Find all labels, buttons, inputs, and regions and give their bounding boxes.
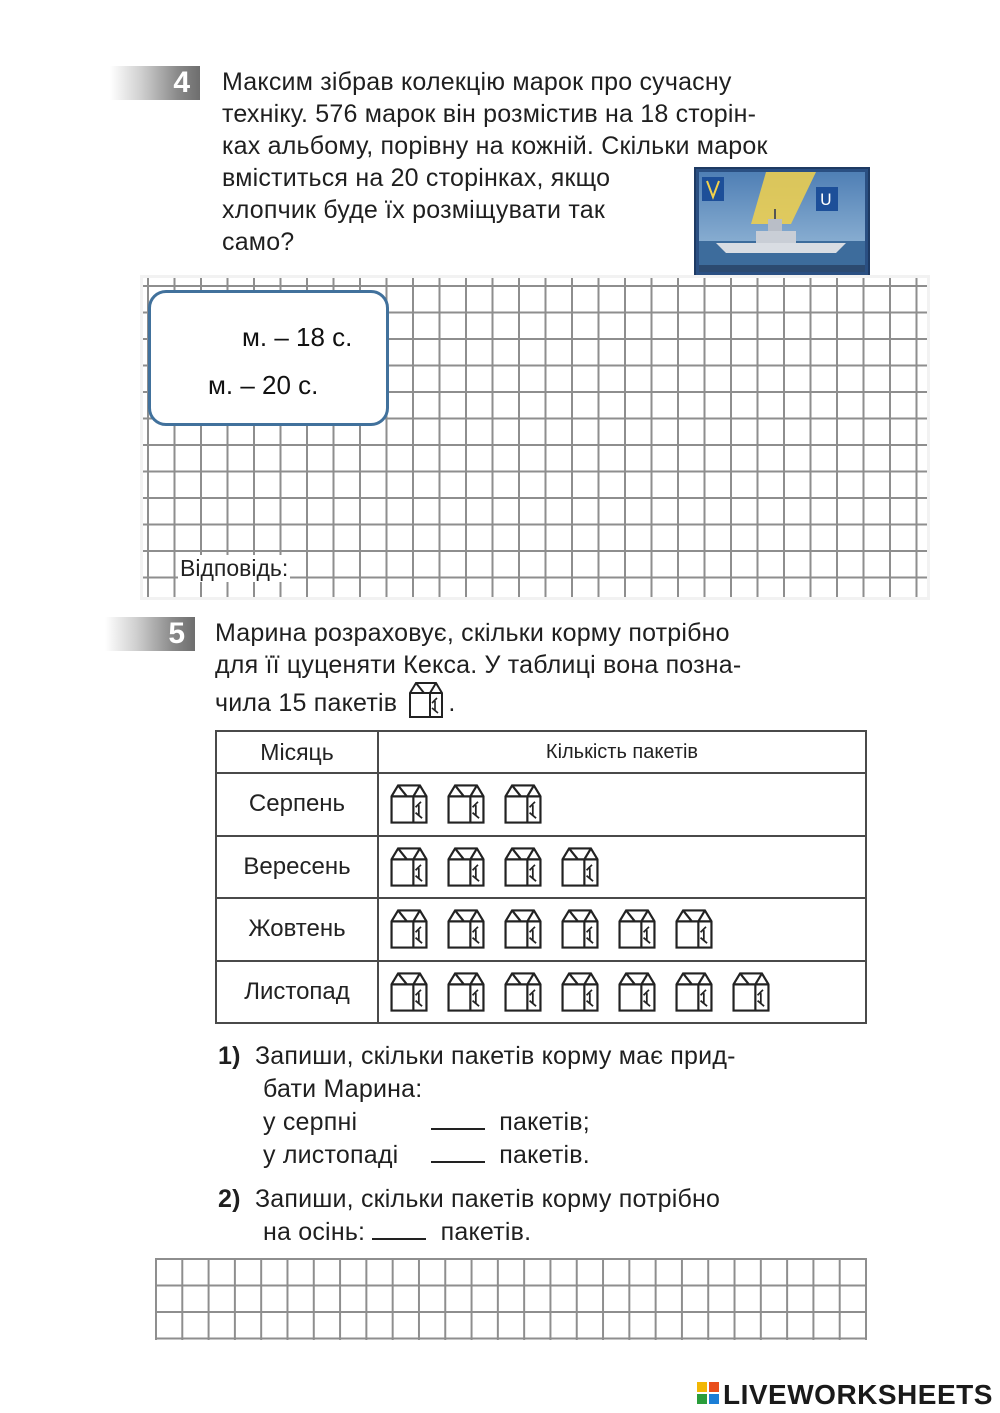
logo-text: LIVEWORKSHEETS: [723, 1379, 993, 1410]
food-pack-icon: [556, 970, 604, 1014]
packs-cell: [378, 836, 866, 899]
task-4-note-box: [148, 290, 389, 426]
task-5-line-end: .: [448, 689, 456, 717]
task-5-line-3: [215, 681, 741, 719]
row-a-label: у серпні: [263, 1108, 358, 1136]
task-4-number: 4: [173, 66, 190, 99]
food-pack-icon: [499, 970, 547, 1014]
task-4-line: техніку. 576 марок він розмістив на 18 сторін-: [222, 100, 757, 128]
question-2-line-1: [218, 1183, 720, 1216]
question-2-line-2: [218, 1216, 720, 1249]
task-4-badge: [110, 66, 200, 100]
table-header-row: [216, 731, 866, 773]
task-4-note-line-2: м. – 20 с.: [208, 370, 319, 400]
task-4-line: ках альбому, порівну на кожній. Скільки марок: [222, 132, 768, 160]
packs-cell: [378, 898, 866, 961]
task-4-line: Максим зібрав колекцію марок про сучасну: [222, 68, 732, 96]
table-row: [216, 898, 866, 961]
month-cell: Серпень: [216, 773, 378, 836]
packs-cell: [378, 773, 866, 836]
food-pack-icon: [670, 970, 718, 1014]
food-pack-icon: [613, 907, 661, 951]
question-2-text: Запиши, скільки пакетів корму потрібно: [254, 1185, 721, 1213]
autumn-answer-blank[interactable]: [372, 1216, 426, 1240]
task-4-line: вміститься на 20 сторінках, якщо: [222, 164, 611, 192]
task-5-work-grid[interactable]: [155, 1258, 867, 1340]
question-1-line-2: бати Марина:: [263, 1075, 423, 1103]
logo-mark-icon: [697, 1382, 719, 1404]
task-4-line: хлопчик буде їх розміщувати так: [222, 196, 605, 224]
food-pack-icon: [442, 782, 490, 826]
packs-table: [215, 730, 867, 1024]
question-2: [218, 1183, 720, 1249]
food-pack-icon: [442, 907, 490, 951]
food-pack-icon: [442, 845, 490, 889]
food-pack-icon: [613, 970, 661, 1014]
task-4-line: само?: [222, 228, 295, 256]
food-pack-icon: [385, 907, 433, 951]
question-2-number: 2): [218, 1185, 241, 1213]
question-1: [218, 1040, 736, 1172]
food-pack-icon: [556, 907, 604, 951]
food-pack-icon: [499, 845, 547, 889]
task-5-text: [215, 617, 741, 719]
task-4-note-line-1: м. – 18 с.: [242, 322, 353, 352]
month-cell: Вересень: [216, 836, 378, 899]
packs-cell: [378, 961, 866, 1024]
header-count: Кількість пакетів: [378, 731, 866, 773]
stamp-image: [694, 167, 870, 277]
autumn-unit: пакетів.: [440, 1218, 532, 1246]
task-5-line: для її цуценяти Кекса. У таблиці вона позна-: [215, 651, 742, 679]
task-4-answer-label: Відповідь:: [180, 555, 289, 581]
question-1-text: Запиши, скільки пакетів корму має прид-: [254, 1042, 736, 1070]
month-cell: Жовтень: [216, 898, 378, 961]
task-5-badge: [105, 617, 195, 651]
month-cell: Листопад: [216, 961, 378, 1024]
row-b-label: у листопаді: [263, 1141, 399, 1169]
autumn-label: на осінь:: [263, 1218, 366, 1246]
table-row: [216, 836, 866, 899]
svg-text:U: U: [820, 190, 832, 209]
food-pack-icon: [499, 907, 547, 951]
table-row: [216, 773, 866, 836]
header-month: Місяць: [216, 731, 378, 773]
food-pack-icon: [404, 681, 448, 719]
november-answer-blank[interactable]: [431, 1139, 485, 1163]
question-1-row-a: [218, 1106, 736, 1139]
stamp-ship-icon: [696, 169, 868, 275]
food-pack-icon: [385, 845, 433, 889]
task-5-line: чила 15 пакетів: [215, 689, 398, 717]
task-4-text: [222, 66, 768, 258]
row-a-unit: пакетів;: [499, 1108, 590, 1136]
food-pack-icon: [727, 970, 775, 1014]
table-row: [216, 961, 866, 1024]
food-pack-icon: [442, 970, 490, 1014]
food-pack-icon: [499, 782, 547, 826]
task-5-line: Марина розраховує, скільки корму потрібно: [215, 619, 730, 647]
question-1-line-1: [218, 1040, 736, 1073]
food-pack-icon: [385, 970, 433, 1014]
question-1-number: 1): [218, 1042, 241, 1070]
food-pack-icon: [556, 845, 604, 889]
food-pack-icon: [385, 782, 433, 826]
task-5-number: 5: [168, 617, 185, 650]
august-answer-blank[interactable]: [431, 1106, 485, 1130]
row-b-unit: пакетів.: [499, 1141, 590, 1169]
food-pack-icon: [670, 907, 718, 951]
question-1-row-b: [218, 1139, 736, 1172]
